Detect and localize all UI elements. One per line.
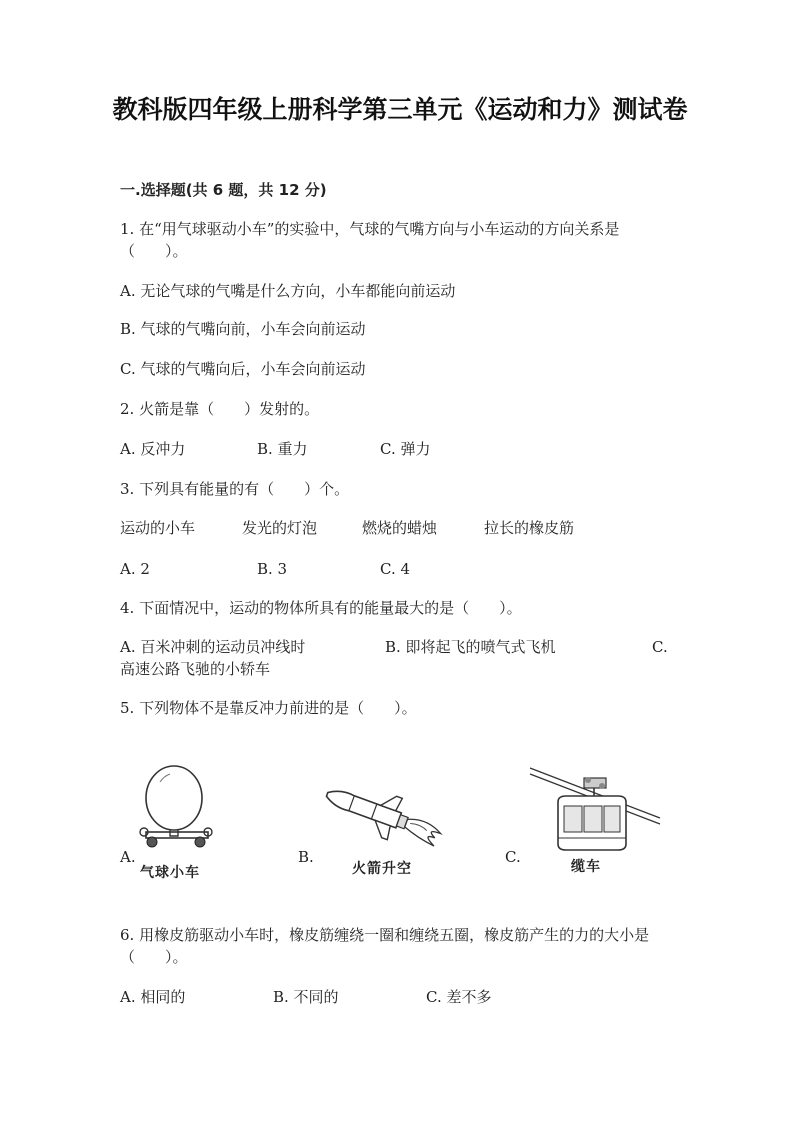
question-5-option-b[interactable]: B.: [298, 848, 314, 866]
question-1-stem: 1. 在“用气球驱动小车”的实验中，气球的气嘴方向与小车运动的方向关系是（ ）。: [120, 220, 620, 260]
question-5-stem: 5. 下列物体不是靠反冲力前进的是（ ）。: [120, 699, 417, 717]
question-3-item-2: 发光的灯泡: [242, 519, 318, 537]
question-3-item-1: 运动的小车: [120, 519, 196, 537]
question-3-option-a[interactable]: A. 2: [120, 560, 150, 578]
question-6-option-a[interactable]: A. 相同的: [120, 988, 186, 1006]
question-6-option-c[interactable]: C. 差不多: [426, 988, 492, 1006]
question-1-option-a[interactable]: A. 无论气球的气嘴是什么方向，小车都能向前运动: [120, 282, 456, 300]
question-4-option-b[interactable]: B. 即将起飞的喷气式飞机: [385, 638, 556, 656]
question-2-option-b[interactable]: B. 重力: [257, 440, 308, 458]
question-3-item-3: 燃烧的蜡烛: [362, 519, 438, 537]
balloon-car-caption: 气球小车: [140, 865, 200, 881]
question-4-stem: 4. 下面情况中，运动的物体所具有的能量最大的是（ ）。: [120, 599, 522, 617]
question-4-option-c-label[interactable]: C.: [652, 638, 668, 656]
question-5-option-c[interactable]: C.: [505, 848, 521, 866]
page-title: 教科版四年级上册科学第三单元《运动和力》测试卷: [112, 95, 688, 124]
question-2-option-c[interactable]: C. 弹力: [380, 440, 431, 458]
rocket-caption: 火箭升空: [352, 861, 412, 877]
section-heading: 一.选择题(共 6 题，共 12 分): [120, 181, 327, 199]
balloon-car-image[interactable]: [130, 760, 220, 850]
question-4-option-c-text[interactable]: 高速公路飞驰的小轿车: [120, 660, 271, 678]
question-2-option-a[interactable]: A. 反冲力: [120, 440, 186, 458]
question-6-stem: 6. 用橡皮筋驱动小车时，橡皮筋缠绕一圈和缠绕五圈，橡皮筋产生的力的大小是（ ）。: [120, 926, 650, 966]
question-3-stem: 3. 下列具有能量的有（ ）个。: [120, 480, 350, 498]
cable-car-image[interactable]: [528, 760, 663, 855]
question-1-option-c[interactable]: C. 气球的气嘴向后，小车会向前运动: [120, 360, 366, 378]
question-4-option-a[interactable]: A. 百米冲刺的运动员冲线时: [120, 638, 306, 656]
question-3-option-b[interactable]: B. 3: [257, 560, 288, 578]
question-5-option-a[interactable]: A.: [120, 848, 136, 866]
question-6-option-b[interactable]: B. 不同的: [273, 988, 339, 1006]
question-3-item-4: 拉长的橡皮筋: [484, 519, 575, 537]
question-1-option-b[interactable]: B. 气球的气嘴向前，小车会向前运动: [120, 320, 366, 338]
cable-car-caption: 缆车: [571, 859, 601, 875]
question-3-option-c[interactable]: C. 4: [380, 560, 411, 578]
rocket-image[interactable]: [315, 780, 455, 855]
question-2-stem: 2. 火箭是靠（ ）发射的。: [120, 400, 320, 418]
